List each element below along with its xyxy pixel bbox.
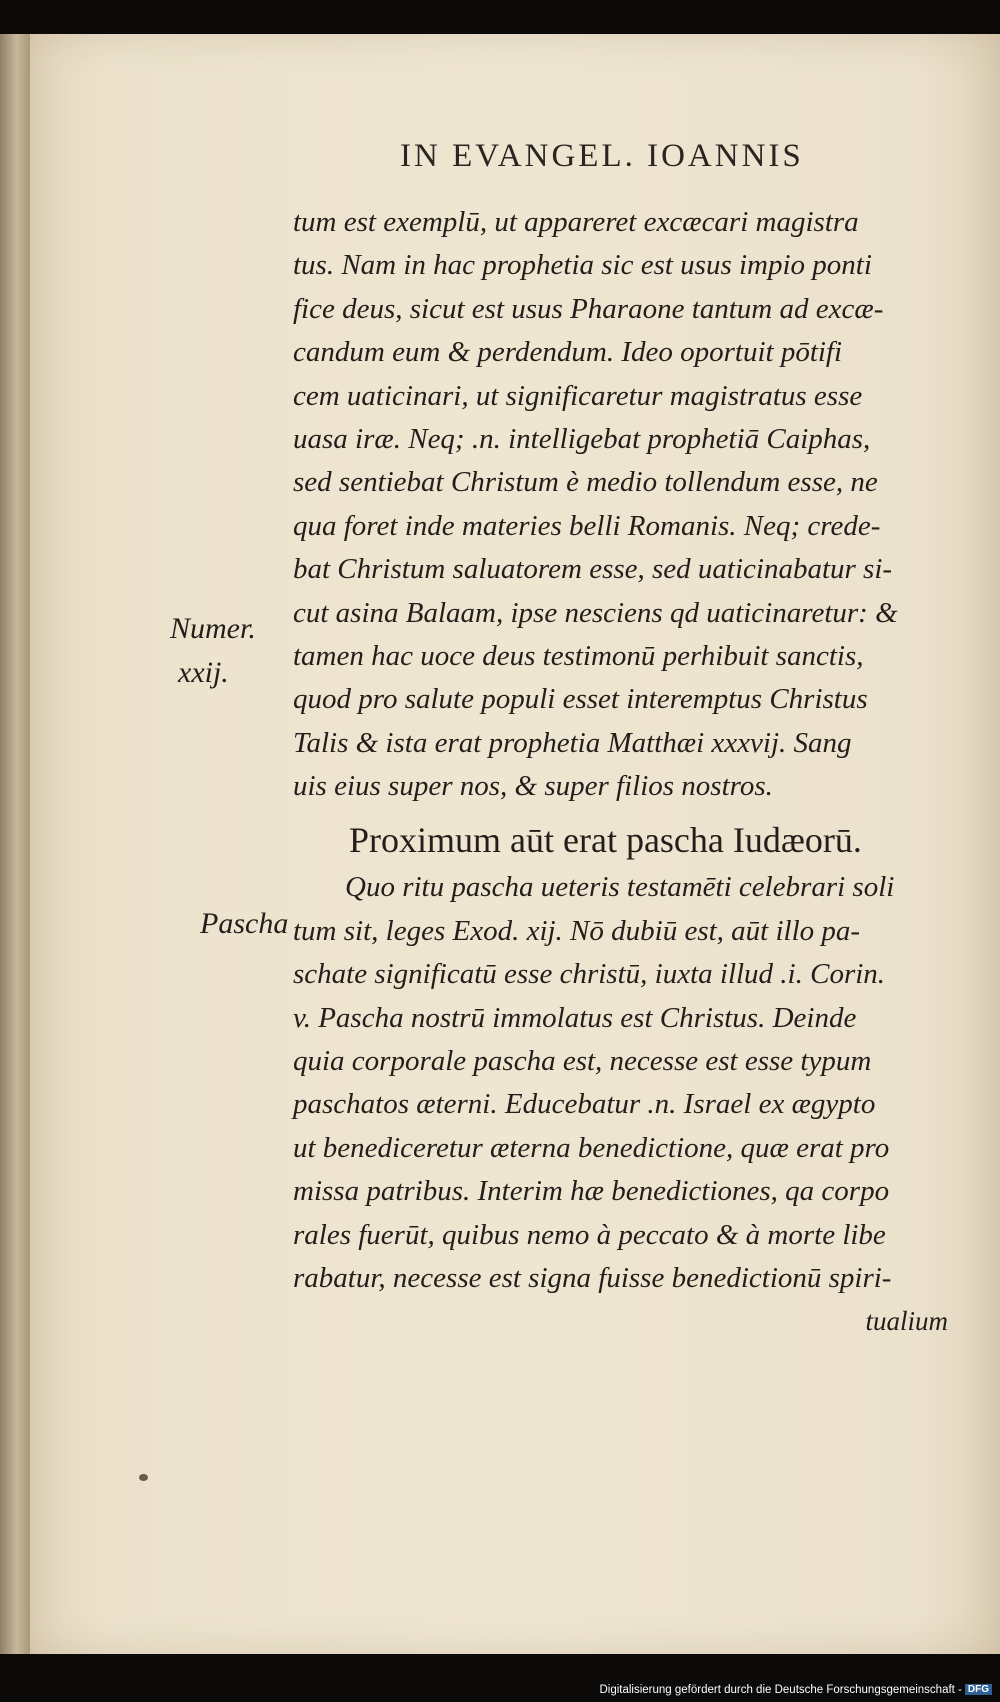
text-line: cut asina Balaam, ipse nesciens qd uaticinaretur: & xyxy=(293,596,898,629)
digitization-credit xyxy=(599,1684,992,1696)
text-line: quia corporale pascha est, necesse est esse typum xyxy=(293,1045,872,1078)
text-line: tum est exemplū, ut appareret excæcari magistra xyxy=(293,206,859,238)
running-head: IN EVANGEL. IOANNIS xyxy=(400,138,804,174)
facing-page-edge xyxy=(0,34,30,1654)
text-line: Talis & ista erat prophetia Matthæi xxxvij. Sang xyxy=(293,726,852,759)
text-line: missa patribus. Interim hæ benedictiones, qa corpo xyxy=(293,1175,890,1208)
section-heading: Proximum aūt erat pascha Iudæorū. xyxy=(349,820,862,861)
marginal-note-pascha: Pascha xyxy=(200,907,289,940)
credit-text: Digitalisierung gefördert durch die Deutsche Forschungsgemeinschaft - xyxy=(599,1684,962,1696)
text-line: ut benediceretur æterna benedictione, quæ erat pro xyxy=(293,1131,890,1164)
text-line: fice deus, sicut est usus Pharaone tantum ad excæ- xyxy=(293,292,884,325)
text-line: v. Pascha nostrū immolatus est Christus. Deinde xyxy=(293,1001,857,1034)
text-line: uis eius super nos, & super filios nostros. xyxy=(293,770,773,803)
text-line: rabatur, necesse est signa fuisse benedictionū spiri- xyxy=(293,1261,892,1294)
text-line: qua foret inde materies belli Romanis. Neq; crede- xyxy=(293,509,881,542)
text-line: tum sit, leges Exod. xij. Nō dubiū est, aūt illo pa- xyxy=(293,914,861,947)
text-line: uasa iræ. Neq; .n. intelligebat prophetiā Caiphas, xyxy=(293,422,871,455)
text-line: cem uaticinari, ut significaretur magistratus esse xyxy=(293,379,863,412)
text-line: tamen hac uoce deus testimonū perhibuit sanctis, xyxy=(293,639,864,672)
dfg-logo: DFG xyxy=(965,1684,992,1695)
text-line: sed sentiebat Christum è medio tollendum esse, ne xyxy=(293,466,878,499)
marginal-note-numer-ref: xxij. xyxy=(178,656,229,689)
text-line: bat Christum saluatorem esse, sed uaticinabatur si- xyxy=(293,553,893,586)
text-line: rales fuerūt, quibus nemo à peccato & à morte libe xyxy=(293,1218,886,1251)
ink-speck xyxy=(139,1474,148,1481)
text-line: tus. Nam in hac prophetia sic est usus impio ponti xyxy=(293,249,872,282)
text-line: candum eum & perdendum. Ideo oportuit pōtifi xyxy=(293,336,843,369)
text-line: Quo ritu pascha ueteris testamēti celebrari soli xyxy=(345,871,895,904)
catchword: tualium xyxy=(865,1306,948,1337)
text-line: paschatos æterni. Educebatur .n. Israel ex ægypto xyxy=(293,1088,876,1121)
text-line: quod pro salute populi esset interemptus Christus xyxy=(293,683,868,716)
text-line: schate significatū esse christū, iuxta illud .i. Corin. xyxy=(293,958,886,991)
scan-bottom-band xyxy=(0,1654,1000,1684)
body-text xyxy=(293,201,973,1344)
marginal-note-numer: Numer. xyxy=(170,612,256,645)
